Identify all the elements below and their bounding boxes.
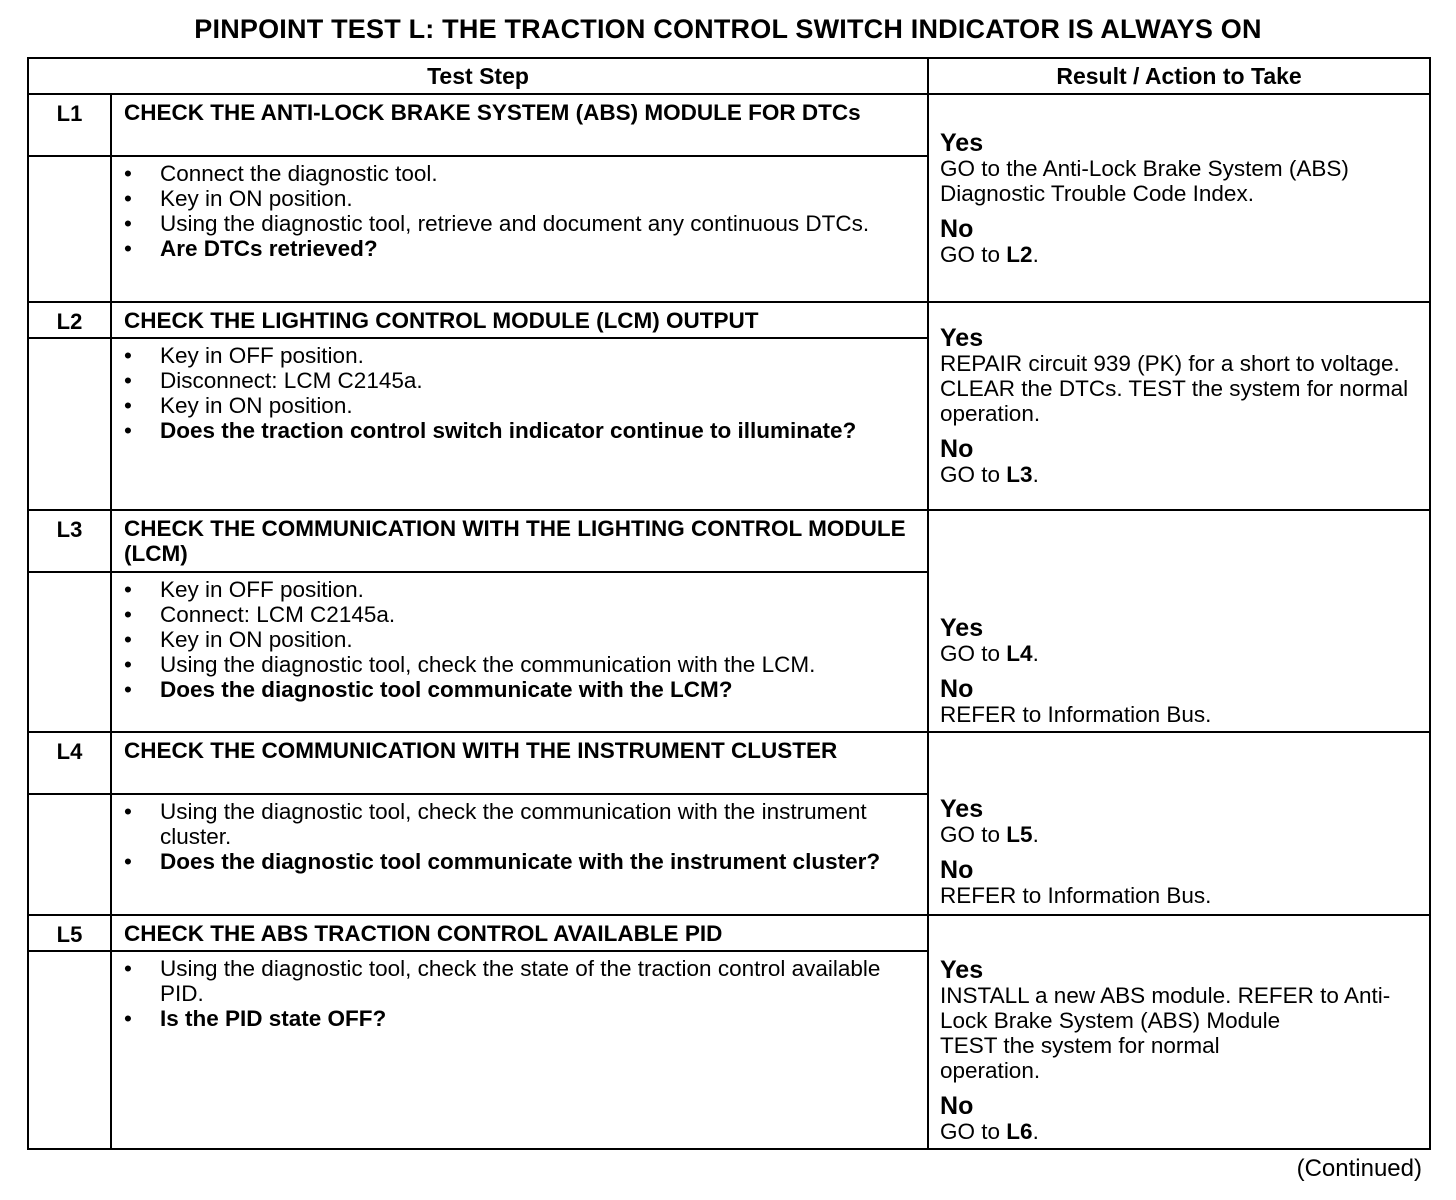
yes-label: Yes	[940, 128, 984, 157]
no-action	[940, 242, 1419, 267]
no-action-prefix: GO to	[940, 462, 1007, 487]
no-action-prefix: GO to	[940, 1119, 1007, 1144]
step-l2-result	[928, 302, 1430, 510]
yes-label: Yes	[940, 795, 984, 823]
step-bullet: • Using the diagnostic tool, check the communication with the LCM.	[124, 652, 917, 677]
step-question: • Are DTCs retrieved?	[124, 236, 917, 261]
step-bullet: • Key in ON position.	[124, 627, 917, 652]
step-question: • Does the diagnostic tool communicate with the instrument cluster?	[124, 849, 917, 874]
step-heading: CHECK THE LIGHTING CONTROL MODULE (LCM) OUTPUT	[111, 302, 928, 338]
step-l2-heading-row	[28, 302, 1430, 338]
step-body	[111, 794, 928, 915]
step-link: L3	[1006, 462, 1033, 487]
step-bullet: • Using the diagnostic tool, check the state of the traction control available PID.	[124, 956, 917, 1006]
step-l3-result	[928, 510, 1430, 732]
step-question: • Is the PID state OFF?	[124, 1006, 917, 1031]
continued-note: (Continued)	[1296, 1155, 1422, 1182]
no-action-prefix: GO to	[940, 241, 1007, 267]
step-l3-heading-row	[28, 510, 1430, 572]
step-link: L2	[1006, 241, 1033, 267]
yes-label: Yes	[940, 324, 984, 352]
yes-action-prefix: GO to	[940, 641, 1007, 666]
step-bullets	[124, 343, 917, 443]
step-body	[111, 572, 928, 732]
yes-action: REPAIR circuit 939 (PK) for a short to voltage. CLEAR the DTCs. TEST the system for normal operation.	[940, 351, 1409, 426]
no-label: No	[940, 1092, 974, 1120]
yes-label: Yes	[940, 956, 984, 984]
step-l4-result	[928, 732, 1430, 915]
page-title: PINPOINT TEST L: THE TRACTION CONTROL SWITCH INDICATOR IS ALWAYS ON	[194, 14, 1262, 44]
step-l4-heading-row	[28, 732, 1430, 794]
no-label: No	[940, 856, 974, 884]
step-bullet: • Key in OFF position.	[124, 577, 917, 602]
test-step-header: Test Step	[28, 58, 928, 94]
step-body	[111, 156, 928, 302]
no-action: REFER to Information Bus.	[940, 702, 1212, 727]
yes-action-suffix: .	[1032, 822, 1039, 847]
yes-action-prefix: GO to	[940, 822, 1007, 847]
step-l5-heading-row	[28, 915, 1430, 951]
step-bullets	[124, 161, 917, 261]
table-header-row	[28, 58, 1430, 94]
step-question: • Does the traction control switch indicator continue to illuminate?	[124, 418, 917, 443]
step-l5-result	[928, 915, 1430, 1149]
yes-action: GO to the Anti-Lock Brake System (ABS) Diagnostic Trouble Code Index.	[940, 155, 1349, 206]
step-l1-result	[928, 94, 1430, 302]
step-bullets	[124, 577, 917, 702]
step-id-blank	[28, 951, 111, 1149]
no-label: No	[940, 675, 974, 703]
yes-action	[940, 641, 1419, 666]
step-question: • Does the diagnostic tool communicate with the LCM?	[124, 677, 917, 702]
step-id: L2	[28, 302, 111, 338]
step-id-blank	[28, 156, 111, 302]
yes-label: Yes	[940, 614, 984, 642]
step-id-blank	[28, 338, 111, 510]
step-link: L5	[1006, 822, 1033, 847]
step-link: L6	[1006, 1119, 1033, 1144]
no-label: No	[940, 435, 974, 463]
step-bullet: • Disconnect: LCM C2145a.	[124, 368, 917, 393]
no-action-suffix: .	[1032, 462, 1039, 487]
no-action	[940, 462, 1419, 487]
step-id: L1	[28, 94, 111, 156]
step-bullet: • Key in ON position.	[124, 186, 917, 211]
step-bullet: • Using the diagnostic tool, check the communication with the instrument cluster.	[124, 799, 917, 849]
no-label: No	[940, 214, 974, 243]
yes-action	[940, 822, 1419, 847]
yes-action-suffix: .	[1032, 641, 1039, 666]
pinpoint-test-table	[27, 57, 1431, 1150]
yes-action-continued: TEST the system for normal operation.	[940, 1033, 1220, 1083]
step-bullet: • Connect the diagnostic tool.	[124, 161, 917, 186]
step-bullet: • Key in OFF position.	[124, 343, 917, 368]
step-bullet: • Using the diagnostic tool, retrieve and document any continuous DTCs.	[124, 211, 917, 236]
step-bullets	[124, 956, 917, 1031]
step-bullet: • Key in ON position.	[124, 393, 917, 418]
step-link: L4	[1006, 641, 1033, 666]
step-id-blank	[28, 794, 111, 915]
no-action-suffix: .	[1032, 241, 1039, 267]
step-heading: CHECK THE ABS TRACTION CONTROL AVAILABLE PID	[111, 915, 928, 951]
step-body	[111, 951, 928, 1149]
step-body	[111, 338, 928, 510]
step-id: L5	[28, 915, 111, 951]
result-header: Result / Action to Take	[928, 58, 1430, 94]
step-id: L4	[28, 732, 111, 794]
step-heading: CHECK THE COMMUNICATION WITH THE LIGHTING CONTROL MODULE (LCM)	[111, 510, 928, 572]
no-action	[940, 1119, 1419, 1144]
step-heading: CHECK THE ANTI-LOCK BRAKE SYSTEM (ABS) MODULE FOR DTCs	[111, 94, 928, 156]
step-l1-heading-row	[28, 94, 1430, 156]
step-bullet: • Connect: LCM C2145a.	[124, 602, 917, 627]
step-bullets	[124, 799, 917, 874]
step-heading: CHECK THE COMMUNICATION WITH THE INSTRUMENT CLUSTER	[111, 732, 928, 794]
yes-action: INSTALL a new ABS module. REFER to Anti-Lock Brake System (ABS) Module	[940, 983, 1391, 1033]
no-action-suffix: .	[1032, 1119, 1039, 1144]
step-id-blank	[28, 572, 111, 732]
step-id: L3	[28, 510, 111, 572]
no-action: REFER to Information Bus.	[940, 883, 1212, 908]
